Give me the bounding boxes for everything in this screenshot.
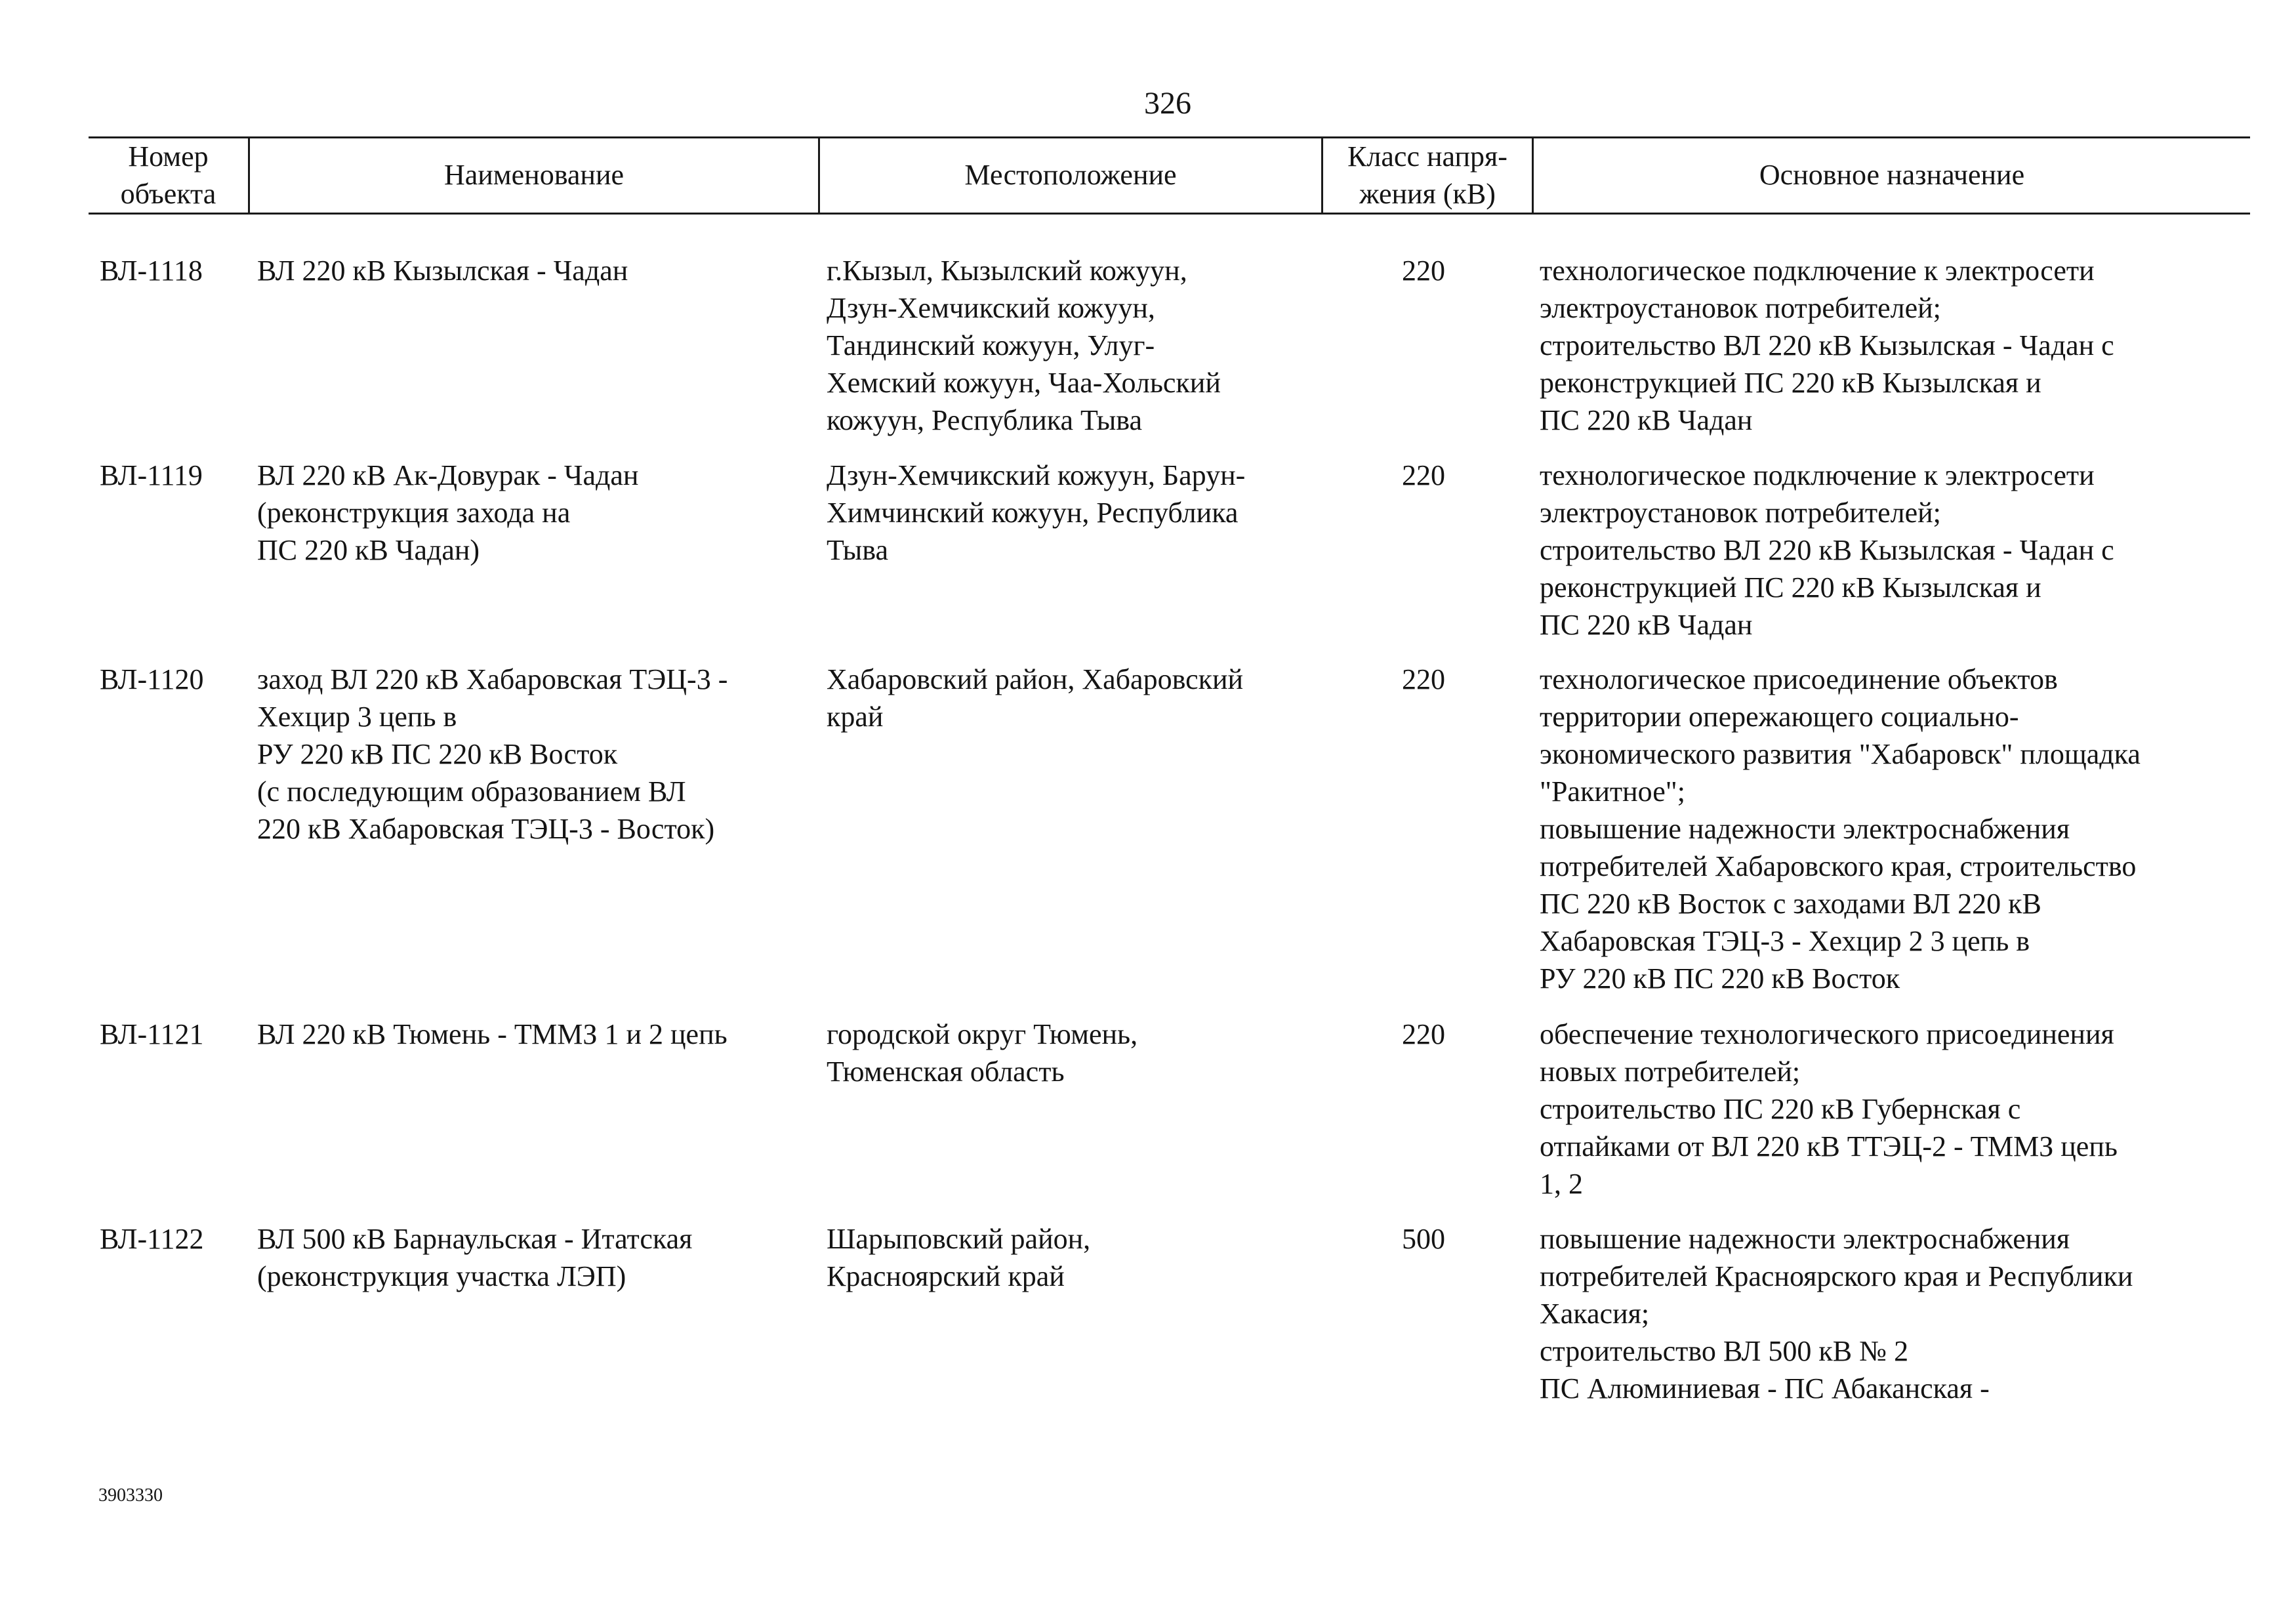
row-1120-location: Хабаровский район, Хабаровский край bbox=[827, 663, 1244, 733]
row-1118-name: ВЛ 220 кВ Кызылская - Чадан bbox=[257, 255, 628, 287]
row-1121-purpose: обеспечение технологического присоединения новых потребителей; строительство ПС 220 кВ Губернская с отпайками от ВЛ 220 кВ ТТЭЦ-2 - ТММЗ цепь 1, 2 bbox=[1540, 1018, 2118, 1200]
row-1119-location: Дзун-Хемчикский кожуун, Барун- Химчинский кожуун, Республика Тыва bbox=[827, 459, 1246, 566]
row-1118-location: г.Кызыл, Кызылский кожуун, Дзун-Хемчикский кожуун, Тандинский кожуун, Улуг- Хемский кожуун, Чаа-Хольский кожуун, Республика Тыва bbox=[827, 255, 1221, 436]
document-code: 3903330 bbox=[98, 1485, 163, 1506]
header-purpose: Основное назначение bbox=[1759, 159, 2025, 191]
row-1122-name: ВЛ 500 кВ Барнаульская - Итатская (реконструкция участка ЛЭП) bbox=[257, 1223, 693, 1292]
row-1122-location: Шарыповский район, Красноярский край bbox=[827, 1223, 1091, 1292]
row-1119-name: ВЛ 220 кВ Ак-Довурак - Чадан (реконструкция захода на ПС 220 кВ Чадан) bbox=[257, 459, 639, 566]
row-1120-voltage: 220 bbox=[1402, 663, 1445, 695]
row-1121-number: ВЛ-1121 bbox=[100, 1018, 204, 1050]
row-1118-number: ВЛ-1118 bbox=[100, 255, 203, 287]
header-object-number: Номер объекта bbox=[120, 140, 216, 210]
header-bottom-rule bbox=[89, 213, 2250, 215]
row-1118-voltage: 220 bbox=[1402, 255, 1445, 287]
header-location: Местоположение bbox=[964, 159, 1177, 191]
row-1119-number: ВЛ-1119 bbox=[100, 459, 203, 491]
row-1121-location: городской округ Тюмень, Тюменская область bbox=[827, 1018, 1138, 1088]
page-number: 326 bbox=[1144, 86, 1191, 121]
row-1119-purpose: технологическое подключение к электросети электроустановок потребителей; строительство ВЛ 220 кВ Кызылская - Чадан с реконструкцией ПС 220 кВ Кызылская и ПС 220 кВ Чадан bbox=[1540, 459, 2114, 641]
row-1119-voltage: 220 bbox=[1402, 459, 1445, 491]
header-name: Наименование bbox=[443, 159, 625, 191]
row-1120-number: ВЛ-1120 bbox=[100, 663, 204, 695]
row-1118-purpose: технологическое подключение к электросети электроустановок потребителей; строительство ВЛ 220 кВ Кызылская - Чадан с реконструкцией ПС 220 кВ Кызылская и ПС 220 кВ Чадан bbox=[1540, 255, 2114, 436]
row-1120-purpose: технологическое присоединение объектов территории опережающего социально- экономического развития "Хабаровск" площадка "Ракитное"; повышение надежности электроснабжения потребителей Хабаровского края, строительство ПС 220 кВ Восток с заходами ВЛ 220 кВ Хабаровская ТЭЦ-3 - Хехцир 2 3 цепь в РУ 220 кВ ПС 220 кВ Восток bbox=[1540, 663, 2141, 995]
row-1121-name: ВЛ 220 кВ Тюмень - ТММЗ 1 и 2 цепь bbox=[257, 1018, 728, 1050]
header-top-rule bbox=[89, 136, 2250, 138]
row-1122-purpose: повышение надежности электроснабжения потребителей Красноярского края и Республики Хакасия; строительство ВЛ 500 кВ № 2 ПС Алюминиевая - ПС Абаканская - bbox=[1540, 1223, 2133, 1405]
row-1120-name: заход ВЛ 220 кВ Хабаровская ТЭЦ-3 - Хехцир 3 цепь в РУ 220 кВ ПС 220 кВ Восток (с последующим образованием ВЛ 220 кВ Хабаровская ТЭЦ-3 - Восток) bbox=[257, 663, 728, 845]
row-1122-number: ВЛ-1122 bbox=[100, 1223, 204, 1255]
row-1121-voltage: 220 bbox=[1402, 1018, 1445, 1050]
row-1122-voltage: 500 bbox=[1402, 1223, 1445, 1255]
header-voltage-class: Класс напря- жения (кВ) bbox=[1347, 140, 1507, 210]
